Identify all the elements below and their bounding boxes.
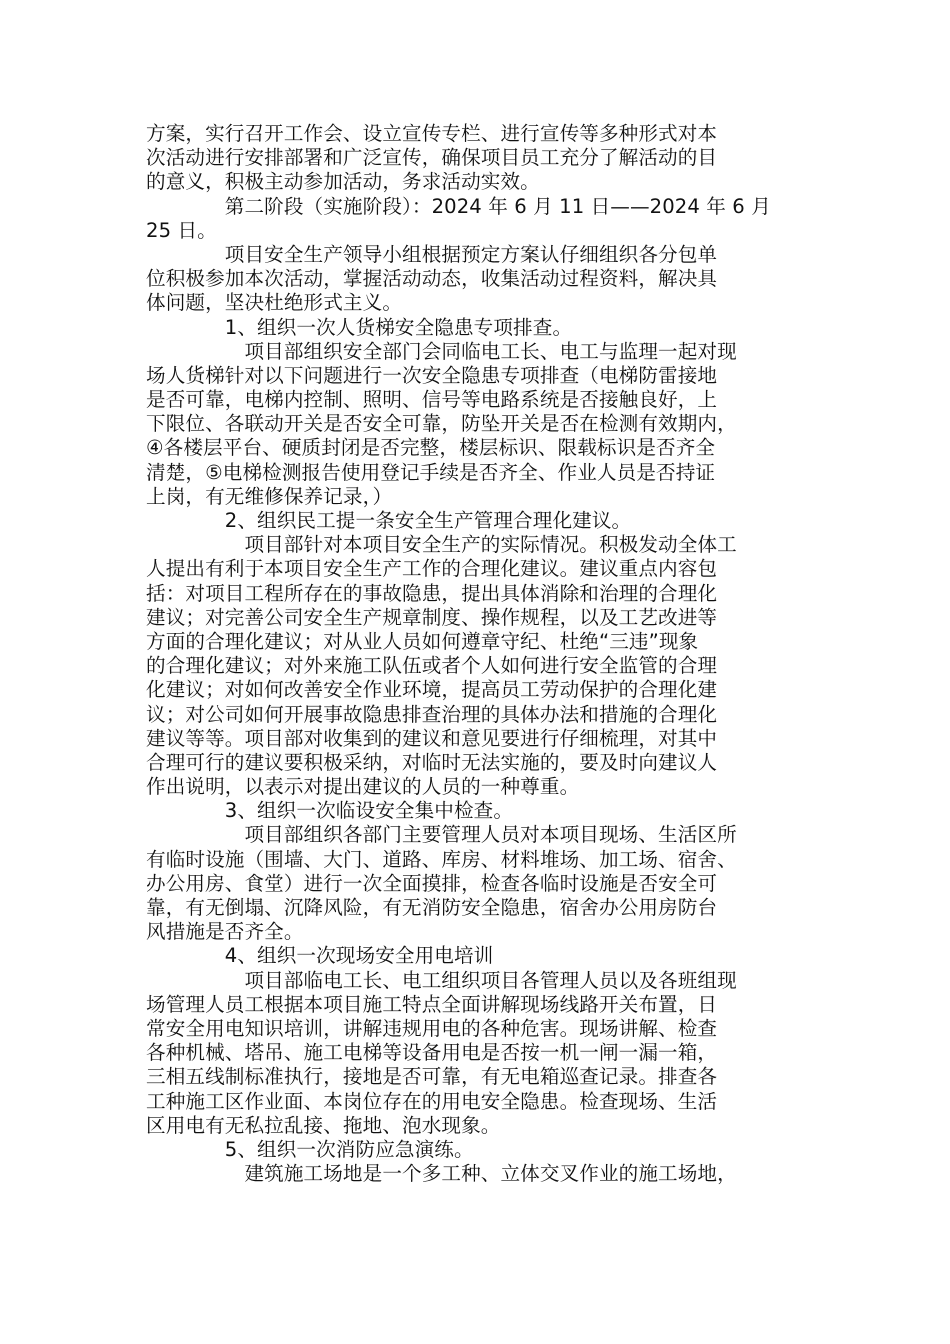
text-line: 25 日。 xyxy=(146,218,217,242)
text-line: 场人货梯针对以下问题进行一次安全隐患专项排查（电梯防雷接地 xyxy=(146,363,718,387)
stage-two-heading-line: 第二阶段（实施阶段）：2024 年 6 月 11 日——2024 年 6 月 xyxy=(146,194,771,218)
text-line: 方面的合理化建议；对从业人员如何遵章守纪、杜绝“三违”现象 xyxy=(146,629,699,653)
document-body xyxy=(146,122,816,1186)
text-line: 项目部临电工长、电工组织项目各管理人员以及各班组现 xyxy=(146,968,737,992)
text-line: 括：对项目工程所存在的事故隐患，提出具体消除和治理的合理化 xyxy=(146,581,718,605)
text-line: 上岗，有无维修保养记录，） xyxy=(146,484,393,508)
text-line: 位积极参加本次活动，掌握活动动态，收集活动过程资料，解决具 xyxy=(146,267,718,291)
text-line: 次活动进行安排部署和广泛宣传，确保项目员工充分了解活动的目 xyxy=(146,146,718,170)
text-line: 靠，有无倒塌、沉降风险，有无消防安全隐患，宿舍办公用房防台 xyxy=(146,896,718,919)
text-line: 建筑施工场地是一个多工种、立体交叉作业的施工场地， xyxy=(146,1162,737,1186)
text-line: 议；对公司如何开展事故隐患排查治理的具体办法和措施的合理化 xyxy=(146,702,718,726)
item-1-heading: 1、组织一次人货梯安全隐患专项排查。 xyxy=(146,315,573,339)
text-line: ④各楼层平台、硬质封闭是否完整，楼层标识、限载标识是否齐全 xyxy=(146,436,716,460)
text-line: 工种施工区作业面、本岗位存在的用电安全隐患。检查现场、生活 xyxy=(146,1089,718,1113)
item-4-heading: 4、组织一次现场安全用电培训 xyxy=(146,944,494,968)
text-line: 下限位、各联动开关是否安全可靠，防坠开关是否在检测有效期内， xyxy=(146,412,737,436)
text-line: 场管理人员工根据本项目施工特点全面讲解现场线路开关布置，日 xyxy=(146,992,718,1016)
text-line: 的意义，积极主动参加活动，务求活动实效。 xyxy=(146,170,540,194)
text-line: 项目部组织各部门主要管理人员对本项目现场、生活区所 xyxy=(146,823,737,847)
text-line: 合理可行的建议要积极采纳，对临时无法实施的，要及时向建议人 xyxy=(146,750,718,774)
item-2-heading: 2、组织民工提一条安全生产管理合理化建议。 xyxy=(146,509,632,532)
text-line: 建议；对完善公司安全生产规章制度、操作规程，以及工艺改进等 xyxy=(146,605,718,629)
text-line: 常安全用电知识培训，讲解违规用电的各种危害。现场讲解、检查 xyxy=(146,1016,718,1040)
text-line: 方案，实行召开工作会、设立宣传专栏、进行宣传等多种形式对本 xyxy=(146,122,718,145)
item-3-heading: 3、组织一次临设安全集中检查。 xyxy=(146,799,514,823)
text-line: 各种机械、塔吊、施工电梯等设备用电是否按一机一闸一漏一箱， xyxy=(146,1041,718,1065)
text-line: 风措施是否齐全。 xyxy=(146,920,304,944)
text-line: 体问题，坚决杜绝形式主义。 xyxy=(146,291,403,315)
text-line: 作出说明，以表示对提出建议的人员的一种尊重。 xyxy=(146,775,580,799)
text-line: 化建议；对如何改善安全作业环境，提高员工劳动保护的合理化建 xyxy=(146,678,718,702)
text-line: 有临时设施（围墙、大门、道路、库房、材料堆场、加工场、宿舍、 xyxy=(146,847,737,871)
text-line: 项目安全生产领导小组根据预定方案认仔细组织各分包单 xyxy=(146,242,718,266)
text-line: 清楚，⑤电梯检测报告使用登记手续是否齐全、作业人员是否持证 xyxy=(146,460,716,484)
text-line: 的合理化建议；对外来施工队伍或者个人如何进行安全监管的合理 xyxy=(146,654,718,678)
text-line: 人提出有利于本项目安全生产工作的合理化建议。建议重点内容包 xyxy=(146,557,718,581)
item-5-heading: 5、组织一次消防应急演练。 xyxy=(146,1137,474,1161)
text-line: 项目部组织安全部门会同临电工长、电工与监理一起对现 xyxy=(146,339,737,363)
text-line: 是否可靠，电梯内控制、照明、信号等电路系统是否接触良好，上 xyxy=(146,388,718,412)
text-line: 项目部针对本项目安全生产的实际情况。积极发动全体工 xyxy=(146,533,737,557)
text-line: 建议等等。项目部对收集到的建议和意见要进行仔细梳理，对其中 xyxy=(146,726,718,750)
text-line: 办公用房、食堂）进行一次全面摸排，检查各临时设施是否安全可 xyxy=(146,871,718,895)
text-line: 三相五线制标准执行，接地是否可靠，有无电箱巡查记录。排查各 xyxy=(146,1065,718,1089)
text-line: 区用电有无私拉乱接、拖地、泡水现象。 xyxy=(146,1113,501,1137)
